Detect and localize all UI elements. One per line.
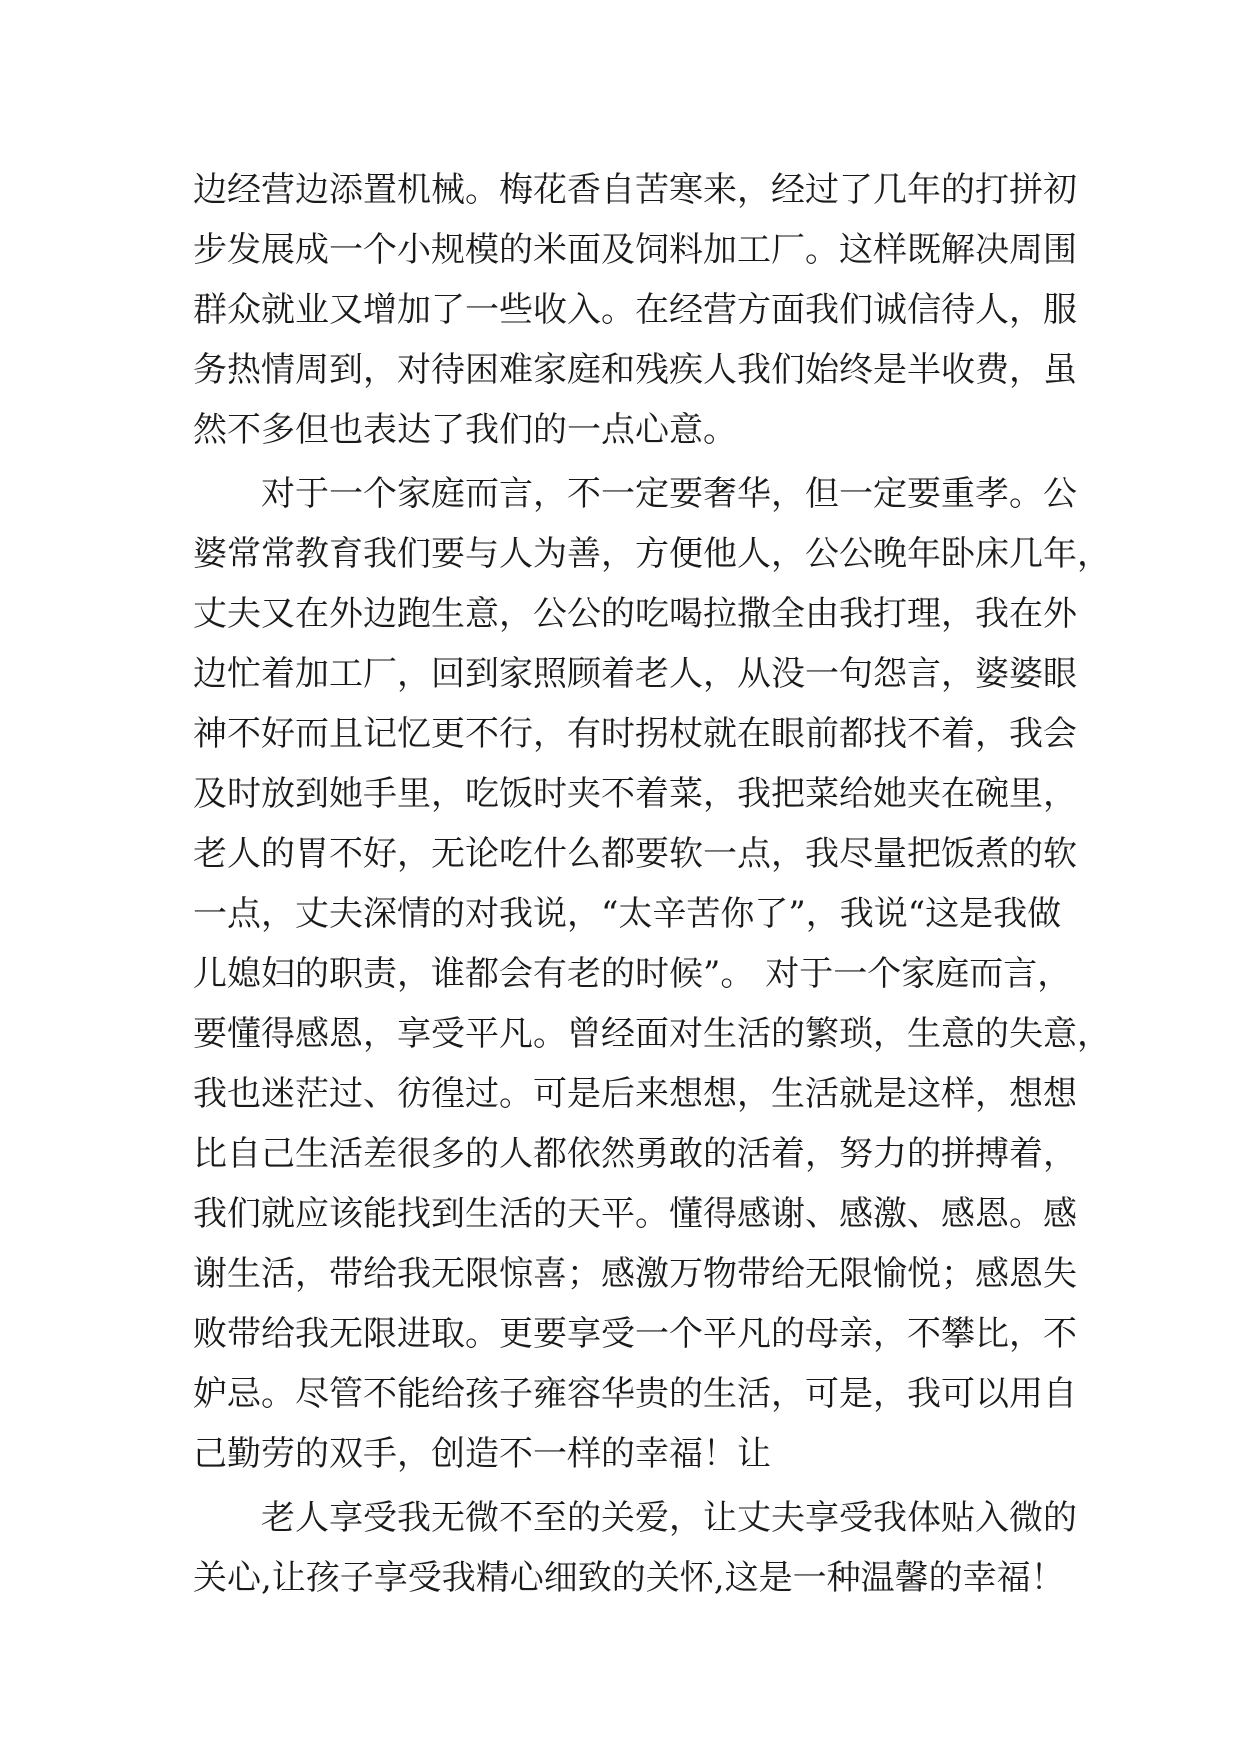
text-line: 步发展成一个小规模的米面及饲料加工厂。这样既解决周围 xyxy=(193,230,1077,270)
text-line: 儿媳妇的职责，谁都会有老的时候”。 对于一个家庭而言， xyxy=(193,954,1072,994)
paragraph xyxy=(193,464,1111,1484)
text-line: 对于一个家庭而言，不一定要奢华，但一定要重孝。公 xyxy=(261,474,1077,514)
text-line: 丈夫又在外边跑生意，公公的吃喝拉撒全由我打理，我在外 xyxy=(193,594,1077,634)
text-line: 谢生活，带给我无限惊喜；感激万物带给无限愉悦；感恩失 xyxy=(193,1254,1077,1294)
text-line: 我们就应该能找到生活的天平。懂得感谢、感激、感恩。感 xyxy=(193,1194,1077,1234)
text-line: 关心,让孩子享受我精心细致的关怀,这是一种温馨的幸福！ xyxy=(193,1558,1065,1598)
text-line: 群众就业又增加了一些收入。在经营方面我们诚信待人，服 xyxy=(193,290,1077,330)
text-line: 边经营边添置机械。梅花香自苦寒来，经过了几年的打拼初 xyxy=(193,170,1077,210)
text-line: 要懂得感恩，享受平凡。曾经面对生活的繁琐，生意的失意， xyxy=(193,1014,1111,1054)
text-line: 败带给我无限进取。更要享受一个平凡的母亲，不攀比，不 xyxy=(193,1314,1077,1354)
text-line: 婆常常教育我们要与人为善，方便他人，公公晚年卧床几年， xyxy=(193,534,1111,574)
paragraph xyxy=(193,160,1077,460)
body-text xyxy=(193,160,1111,1608)
text-line: 老人的胃不好，无论吃什么都要软一点，我尽量把饭煮的软 xyxy=(193,834,1077,874)
paragraph xyxy=(193,1488,1077,1608)
text-line: 及时放到她手里，吃饭时夹不着菜，我把菜给她夹在碗里， xyxy=(193,774,1077,814)
text-line: 一点，丈夫深情的对我说，“太辛苦你了”，我说“这是我做 xyxy=(193,894,1062,934)
text-line: 妒忌。尽管不能给孩子雍容华贵的生活，可是，我可以用自 xyxy=(193,1374,1077,1414)
text-line: 我也迷茫过、彷徨过。可是后来想想，生活就是这样，想想 xyxy=(193,1074,1077,1114)
text-line: 老人享受我无微不至的关爱，让丈夫享受我体贴入微的 xyxy=(261,1498,1077,1538)
text-line: 务热情周到，对待困难家庭和残疾人我们始终是半收费，虽 xyxy=(193,350,1077,390)
text-line: 神不好而且记忆更不行，有时拐杖就在眼前都找不着，我会 xyxy=(193,714,1077,754)
text-line: 己勤劳的双手，创造不一样的幸福！让 xyxy=(193,1434,771,1474)
text-line: 边忙着加工厂，回到家照顾着老人，从没一句怨言，婆婆眼 xyxy=(193,654,1077,694)
text-line: 比自己生活差很多的人都依然勇敢的活着，努力的拼搏着， xyxy=(193,1134,1077,1174)
text-line: 然不多但也表达了我们的一点心意。 xyxy=(193,410,737,450)
